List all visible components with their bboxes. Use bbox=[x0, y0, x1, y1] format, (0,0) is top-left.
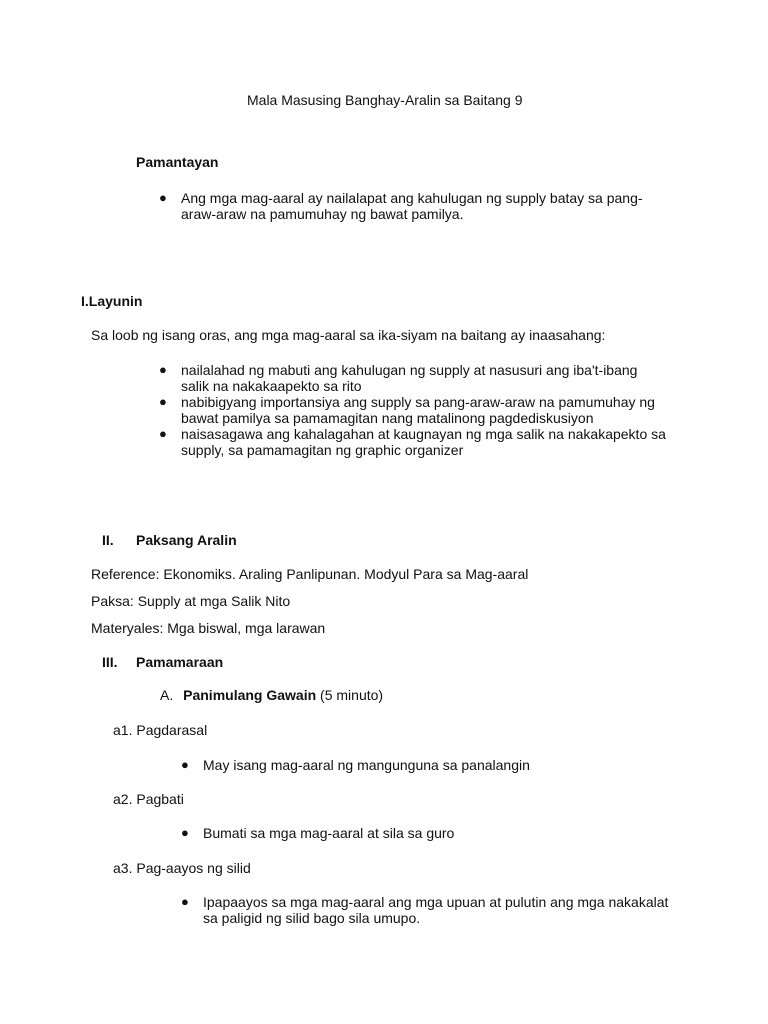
bullet-icon: ● bbox=[159, 362, 167, 377]
section-a-letter: A. bbox=[160, 687, 174, 703]
bullet-icon: ● bbox=[181, 757, 189, 772]
bullet-icon: ● bbox=[159, 426, 167, 441]
layunin-heading: I.Layunin bbox=[81, 293, 143, 309]
pamantayan-heading: Pamantayan bbox=[136, 154, 219, 170]
list-item: ● naisasagawa ang kahalagahan at kaugnayan ng mga salik na nakakapekto sa supply, sa pamamagitan ng graphic organizer bbox=[159, 426, 666, 458]
section-a-title: Panimulang Gawain bbox=[183, 687, 317, 703]
list-item: ● Ang mga mag-aaral ay nailalapat ang kahulugan ng supply batay sa pang-araw-araw na pamumuhay ng bawat pamilya. bbox=[159, 190, 643, 222]
list-item: ● nailalahad ng mabuti ang kahulugan ng supply at nasusuri ang iba't-ibang salik na nakakaapekto sa rito bbox=[159, 362, 638, 394]
paksang-aralin-number: II. bbox=[102, 532, 114, 548]
bullet-icon: ● bbox=[159, 190, 167, 205]
pamantayan-list bbox=[159, 190, 676, 222]
layunin-intro: Sa loob ng isang oras, ang mga mag-aaral sa ika-siyam na baitang ay inaasahang: bbox=[91, 327, 606, 343]
pamamaraan-number: III. bbox=[102, 654, 118, 670]
paksang-aralin-heading: Paksang Aralin bbox=[136, 532, 237, 548]
step-a1-list bbox=[181, 757, 673, 773]
bullet-icon: ● bbox=[181, 825, 189, 840]
list-item: ● nabibigyang importansiya ang supply sa pang-araw-araw na pamumuhay ng bawat pamilya sa pamamagitan nang matalinong pagdediskusiyon bbox=[159, 394, 655, 426]
list-item: ● May isang mag-aaral ng mangunguna sa panalangin bbox=[181, 757, 530, 773]
step-a1-label: a1. Pagdarasal bbox=[113, 722, 208, 738]
materyales-line: Materyales: Mga biswal, mga larawan bbox=[91, 620, 326, 636]
section-a-heading bbox=[160, 687, 383, 703]
pamamaraan-heading: Pamamaraan bbox=[136, 654, 224, 670]
list-item: ● Ipapaayos sa mga mag-aaral ang mga upuan at pulutin ang mga nakakalat sa paligid ng silid bago sila umupo. bbox=[181, 894, 669, 926]
step-a3-label: a3. Pag-aayos ng silid bbox=[113, 860, 251, 876]
step-a2-list bbox=[181, 825, 673, 841]
bullet-icon: ● bbox=[159, 394, 167, 409]
list-item: ● Bumati sa mga mag-aaral at sila sa guro bbox=[181, 825, 455, 841]
step-a3-list bbox=[181, 894, 673, 926]
document-title: Mala Masusing Banghay-Aralin sa Baitang 9 bbox=[247, 92, 523, 108]
reference-line: Reference: Ekonomiks. Araling Panlipunan. Modyul Para sa Mag-aaral bbox=[91, 566, 529, 582]
section-a-duration: (5 minuto) bbox=[316, 687, 384, 703]
step-a2-label: a2. Pagbati bbox=[113, 791, 184, 807]
layunin-list bbox=[159, 362, 669, 458]
bullet-icon: ● bbox=[181, 894, 189, 909]
paksa-line: Paksa: Supply at mga Salik Nito bbox=[91, 593, 291, 609]
